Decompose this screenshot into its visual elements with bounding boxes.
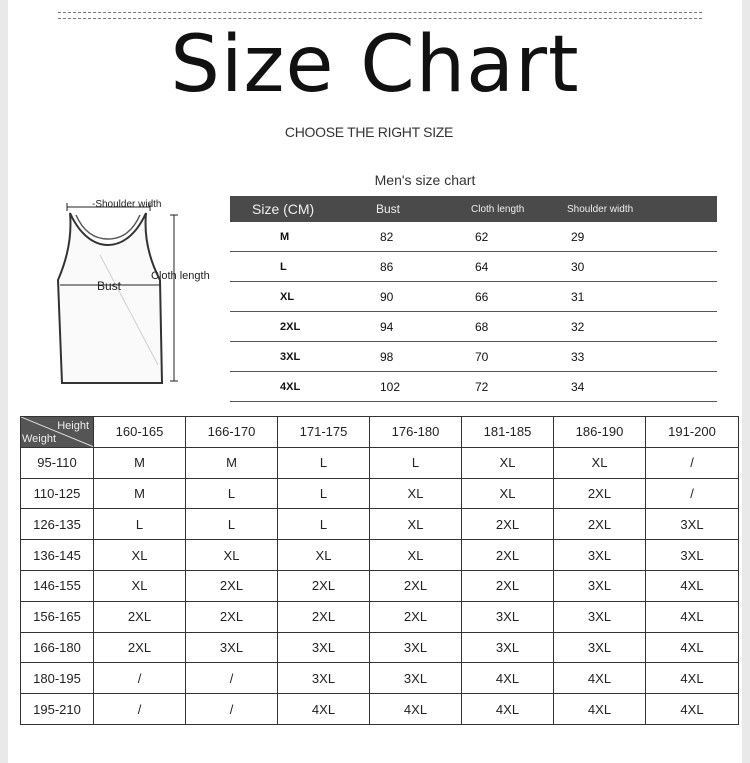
height-range-header: 181-185 [462,417,554,448]
recommended-size-cell: XL [278,540,370,571]
recommended-size-cell: 3XL [554,632,646,663]
cloth-length-cell: 66 [471,282,567,312]
col-cloth-length: Cloth length [471,196,567,222]
recommended-size-cell: 2XL [94,601,186,632]
mens-size-table [230,196,717,402]
size-cell: 4XL [230,372,376,402]
size-cell: XL [230,282,376,312]
recommended-size-cell: 2XL [462,509,554,540]
recommended-size-cell: 4XL [646,694,739,725]
shoulder-width-cell: 33 [567,342,717,372]
recommended-size-cell: L [278,478,370,509]
weight-row [21,632,739,663]
weight-range-cell: 195-210 [21,694,94,725]
recommended-size-cell: M [94,447,186,478]
recommended-size-cell: 2XL [94,632,186,663]
size-cell: M [230,222,376,252]
shoulder-width-label: -Shoulder width [92,199,162,210]
cloth-length-cell: 62 [471,222,567,252]
cloth-length-cell: 68 [471,312,567,342]
col-shoulder-width: Shoulder width [567,196,717,222]
weight-row [21,570,739,601]
weight-range-cell: 146-155 [21,570,94,601]
bust-cell: 90 [376,282,471,312]
recommended-size-cell: 4XL [646,601,739,632]
mens-size-row [230,222,717,252]
recommended-size-cell: 3XL [462,632,554,663]
weight-row [21,447,739,478]
page-title: Size Chart [170,20,580,110]
recommended-size-cell: L [186,478,278,509]
weight-row [21,663,739,694]
top-divider [58,12,702,13]
recommended-size-cell: 4XL [646,570,739,601]
bust-cell: 86 [376,252,471,282]
size-cell: 3XL [230,342,376,372]
weight-row [21,540,739,571]
recommended-size-cell: 4XL [554,663,646,694]
recommended-size-cell: 2XL [186,601,278,632]
top-divider-2 [58,18,702,19]
recommended-size-cell: 2XL [462,570,554,601]
recommended-size-cell: XL [462,478,554,509]
recommended-size-cell: 3XL [554,540,646,571]
recommended-size-cell: XL [370,509,462,540]
mens-size-header-row [230,196,717,222]
weight-range-cell: 156-165 [21,601,94,632]
recommended-size-cell: 3XL [554,570,646,601]
height-weight-corner [21,417,94,448]
recommended-size-cell: 3XL [370,663,462,694]
weight-range-cell: 126-135 [21,509,94,540]
mens-size-row [230,372,717,402]
bust-cell: 102 [376,372,471,402]
recommended-size-cell: 2XL [554,509,646,540]
height-range-header: 166-170 [186,417,278,448]
mens-size-row [230,312,717,342]
recommended-size-cell: L [370,447,462,478]
shoulder-width-cell: 29 [567,222,717,252]
recommended-size-cell: L [186,509,278,540]
recommended-size-cell: L [278,509,370,540]
mens-size-row [230,252,717,282]
bust-cell: 94 [376,312,471,342]
recommended-size-cell: 4XL [370,694,462,725]
recommended-size-cell: 3XL [278,632,370,663]
recommended-size-cell: 4XL [554,694,646,725]
recommended-size-cell: M [94,478,186,509]
weight-row [21,478,739,509]
bust-label: Bust [97,279,122,293]
height-corner-label: Height [57,420,89,432]
weight-range-cell: 166-180 [21,632,94,663]
bust-cell: 98 [376,342,471,372]
recommended-size-cell: XL [94,540,186,571]
recommended-size-cell: XL [94,570,186,601]
col-bust: Bust [376,196,471,222]
recommended-size-cell: 2XL [554,478,646,509]
recommended-size-cell: 2XL [370,570,462,601]
col-size: Size (CM) [230,196,376,222]
height-range-header: 176-180 [370,417,462,448]
recommended-size-cell: 2XL [278,570,370,601]
recommended-size-cell: 4XL [462,663,554,694]
recommended-size-cell: XL [370,478,462,509]
recommended-size-cell: XL [554,447,646,478]
recommended-size-cell: XL [370,540,462,571]
bust-cell: 82 [376,222,471,252]
size-cell: L [230,252,376,282]
weight-range-cell: 180-195 [21,663,94,694]
recommended-size-cell: 3XL [462,601,554,632]
shoulder-width-cell: 34 [567,372,717,402]
recommended-size-cell: 3XL [186,632,278,663]
size-cell: 2XL [230,312,376,342]
recommended-size-cell: 4XL [646,632,739,663]
tank-top-diagram [40,195,220,395]
recommended-size-cell: / [186,663,278,694]
recommended-size-cell: 2XL [278,601,370,632]
recommended-size-cell: 2XL [186,570,278,601]
shoulder-width-cell: 31 [567,282,717,312]
height-range-header: 186-190 [554,417,646,448]
weight-height-table [20,416,739,725]
height-range-header: 171-175 [278,417,370,448]
recommended-size-cell: / [94,663,186,694]
weight-range-cell: 136-145 [21,540,94,571]
cloth-length-label: Cloth length [151,270,210,282]
left-frame [0,0,8,763]
cloth-length-cell: 64 [471,252,567,282]
weight-corner-label: Weight [22,432,57,445]
right-frame [742,0,750,763]
recommended-size-cell: / [94,694,186,725]
recommended-size-cell: 3XL [646,509,739,540]
recommended-size-cell: 2XL [462,540,554,571]
shoulder-width-cell: 32 [567,312,717,342]
recommended-size-cell: 4XL [646,663,739,694]
recommended-size-cell: 3XL [370,632,462,663]
recommended-size-cell: 2XL [370,601,462,632]
mens-size-row [230,282,717,312]
page-subtitle: CHOOSE THE RIGHT SIZE [284,124,454,140]
recommended-size-cell: 4XL [462,694,554,725]
mens-size-chart-title: Men's size chart [374,172,476,188]
cloth-length-cell: 70 [471,342,567,372]
weight-range-cell: 110-125 [21,478,94,509]
recommended-size-cell: 4XL [278,694,370,725]
recommended-size-cell: XL [462,447,554,478]
recommended-size-cell: / [646,447,739,478]
mens-size-row [230,342,717,372]
weight-row [21,694,739,725]
tank-top-illustration [40,195,220,395]
weight-row [21,509,739,540]
weight-row [21,601,739,632]
recommended-size-cell: / [646,478,739,509]
recommended-size-cell: 3XL [554,601,646,632]
recommended-size-cell: 3XL [646,540,739,571]
shoulder-width-cell: 30 [567,252,717,282]
recommended-size-cell: / [186,694,278,725]
height-header-row [21,417,739,448]
cloth-length-cell: 72 [471,372,567,402]
recommended-size-cell: 3XL [278,663,370,694]
recommended-size-cell: L [278,447,370,478]
height-range-header: 160-165 [94,417,186,448]
weight-range-cell: 95-110 [21,447,94,478]
recommended-size-cell: L [94,509,186,540]
height-range-header: 191-200 [646,417,739,448]
recommended-size-cell: M [186,447,278,478]
recommended-size-cell: XL [186,540,278,571]
